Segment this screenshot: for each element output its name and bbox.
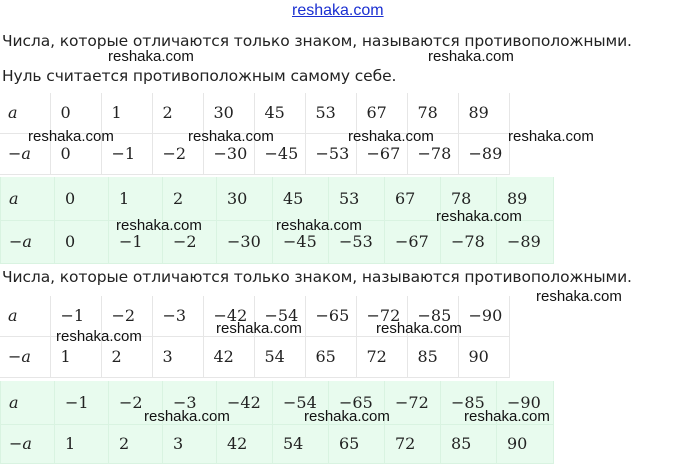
- table-cell: 30: [217, 177, 273, 220]
- table-cell: −3: [152, 296, 203, 336]
- watermark: reshaka.com: [56, 328, 142, 345]
- table-cell: −42: [217, 381, 273, 424]
- table-cell: 2: [101, 336, 152, 377]
- watermark: reshaka.com: [376, 320, 462, 337]
- table-cell: 2: [109, 424, 163, 463]
- site-logo-link[interactable]: reshaka.com: [292, 2, 384, 19]
- watermark: reshaka.com: [216, 320, 302, 337]
- watermark: reshaka.com: [276, 217, 362, 234]
- table-cell: 78: [407, 93, 458, 133]
- table-cell: −1: [50, 296, 101, 336]
- table-cell: 54: [273, 424, 329, 463]
- table-cell: −53: [329, 220, 385, 263]
- watermark: reshaka.com: [464, 408, 550, 425]
- table-cell: 54: [254, 336, 305, 377]
- table-cell: −67: [385, 220, 441, 263]
- table-cell: 85: [407, 336, 458, 377]
- watermark: reshaka.com: [116, 217, 202, 234]
- table-cell: 85: [441, 424, 497, 463]
- table-cell: −85: [441, 381, 497, 424]
- table-cell: −54: [273, 381, 329, 424]
- row-header-minus-a: −a: [0, 133, 50, 174]
- table-cell: −45: [254, 133, 305, 174]
- table-cell: 89: [497, 177, 554, 220]
- table-cell: −72: [356, 296, 407, 336]
- table-cell: −89: [458, 133, 509, 174]
- table-cell: −2: [152, 133, 203, 174]
- table-cell: 0: [55, 177, 109, 220]
- table-cell: −1: [101, 133, 152, 174]
- table-cell: −65: [305, 296, 356, 336]
- table-cell: −2: [163, 220, 217, 263]
- table-cell: −78: [407, 133, 458, 174]
- watermark: reshaka.com: [28, 128, 114, 145]
- table-cell: −2: [109, 381, 163, 424]
- table-cell: 42: [217, 424, 273, 463]
- table-cell: 0: [50, 133, 101, 174]
- table-cell: −2: [101, 296, 152, 336]
- table-cell: 1: [109, 177, 163, 220]
- table-cell: −54: [254, 296, 305, 336]
- table-cell: 45: [273, 177, 329, 220]
- table-cell: 78: [441, 177, 497, 220]
- table-cell: 0: [55, 220, 109, 263]
- table-cell: −90: [458, 296, 509, 336]
- table-cell: 0: [50, 93, 101, 133]
- table-cell: −53: [305, 133, 356, 174]
- watermark: reshaka.com: [536, 288, 622, 305]
- table-cell: 90: [458, 336, 509, 377]
- table-cell: −72: [385, 381, 441, 424]
- row-header-a: a: [0, 296, 50, 336]
- table-cell: 67: [385, 177, 441, 220]
- table-cell: 1: [55, 424, 109, 463]
- table-cell: 90: [497, 424, 554, 463]
- watermark: reshaka.com: [428, 48, 514, 65]
- table-cell: −45: [273, 220, 329, 263]
- watermark: reshaka.com: [508, 128, 594, 145]
- table-cell: 65: [305, 336, 356, 377]
- table-cell: 3: [163, 424, 217, 463]
- table-cell: 1: [50, 336, 101, 377]
- table-cell: −89: [497, 220, 554, 263]
- table-cell: −78: [441, 220, 497, 263]
- table-cell: −30: [203, 133, 254, 174]
- table-cell: −85: [407, 296, 458, 336]
- table-cell: 2: [163, 177, 217, 220]
- row-header-a: a: [1, 381, 55, 424]
- table-cell: 89: [458, 93, 509, 133]
- row-header-a: a: [1, 177, 55, 220]
- watermark: reshaka.com: [348, 128, 434, 145]
- row-header-minus-a: −a: [1, 220, 55, 263]
- table-cell: 67: [356, 93, 407, 133]
- table-cell: −1: [55, 381, 109, 424]
- watermark: reshaka.com: [144, 408, 230, 425]
- table-cell: 65: [329, 424, 385, 463]
- row-header-minus-a: −a: [1, 424, 55, 463]
- table-cell: −3: [163, 381, 217, 424]
- table-cell: 30: [203, 93, 254, 133]
- table-row: [1, 424, 554, 463]
- table-cell: −65: [329, 381, 385, 424]
- table-row: [0, 93, 509, 133]
- watermark: reshaka.com: [436, 208, 522, 225]
- table-cell: −30: [217, 220, 273, 263]
- table-cell: 3: [152, 336, 203, 377]
- table-cell: −67: [356, 133, 407, 174]
- table-cell: −90: [497, 381, 554, 424]
- table-cell: 42: [203, 336, 254, 377]
- table-cell: 53: [329, 177, 385, 220]
- row-header-minus-a: −a: [0, 336, 50, 377]
- zero-rule-text: Нуль считается противоположным самому себе.: [2, 67, 397, 85]
- table-cell: 53: [305, 93, 356, 133]
- watermark: reshaka.com: [108, 48, 194, 65]
- definition-text-repeat: Числа, которые отличаются только знаком, называются противоположными.: [2, 268, 632, 286]
- watermark: reshaka.com: [188, 128, 274, 145]
- table-cell: 72: [385, 424, 441, 463]
- row-header-a: a: [0, 93, 50, 133]
- definition-text: Числа, которые отличаются только знаком, называются противоположными.: [2, 32, 632, 50]
- table-cell: −42: [203, 296, 254, 336]
- table-cell: 2: [152, 93, 203, 133]
- table-cell: −1: [109, 220, 163, 263]
- table-cell: 1: [101, 93, 152, 133]
- table-cell: 45: [254, 93, 305, 133]
- table-cell: 72: [356, 336, 407, 377]
- watermark: reshaka.com: [304, 408, 390, 425]
